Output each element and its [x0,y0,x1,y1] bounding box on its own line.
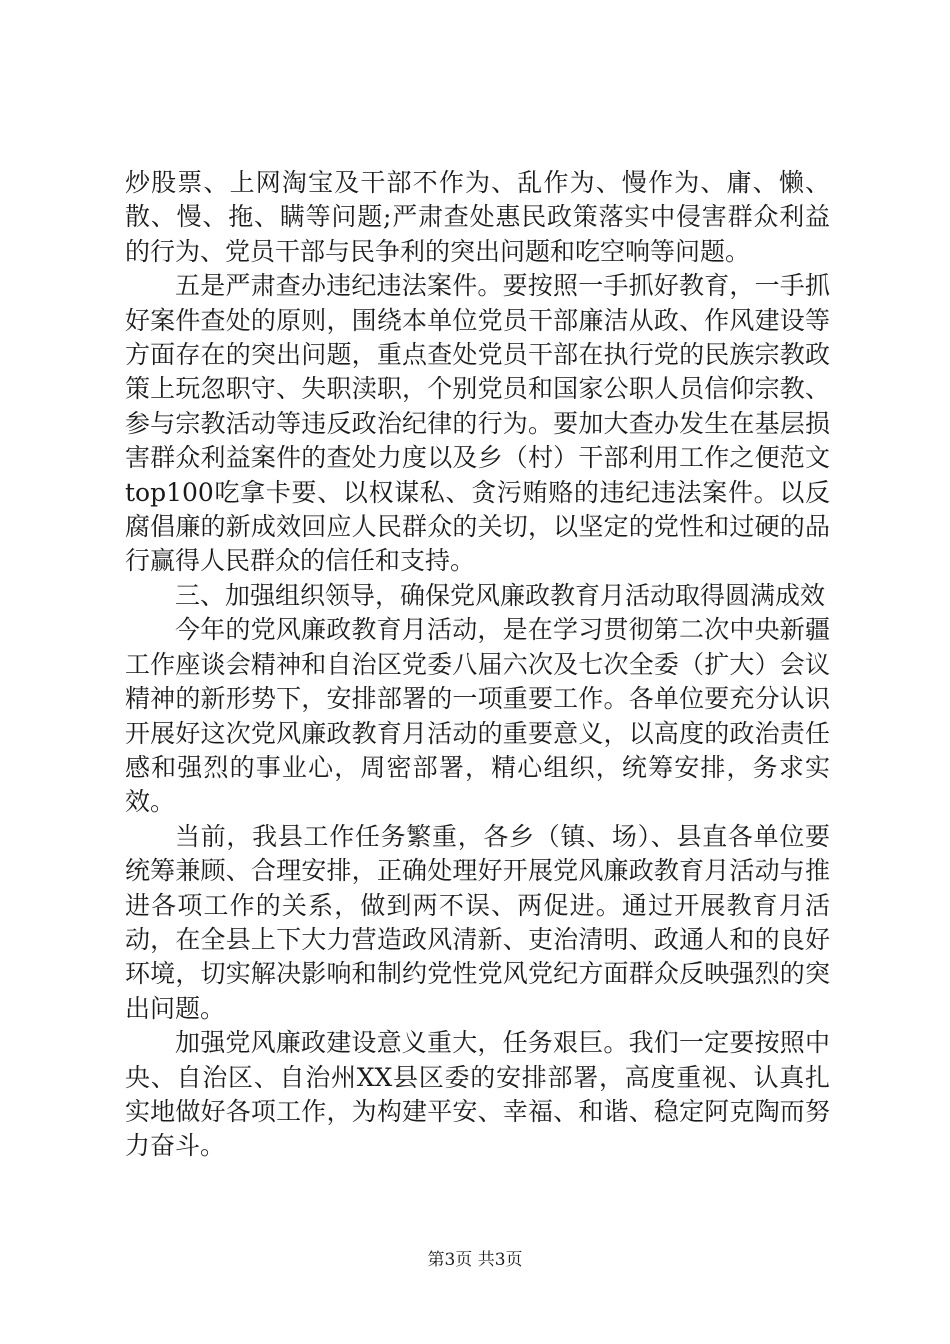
paragraph: 当前，我县工作任务繁重，各乡（镇、场）、县直各单位要统筹兼顾、合理安排，正确处理好开展党风廉政教育月活动与推进各项工作的关系，做到两不误、两促进。通过开展教育月活动，在全县上下大力营造政风清新、吏治清明、政通人和的良好环境，切实解决影响和制约党性党风党纪方面群众反映强烈的突出问题。 [125,821,830,1023]
section-heading-three: 三、加强组织领导，确保党风廉政教育月活动取得圆满成效 [175,580,826,610]
paragraph: 今年的党风廉政教育月活动，是在学习贯彻第二次中央新疆工作座谈会精神和自治区党委八届六次及七次全委（扩大）会议精神的新形势下，安排部署的一项重要工作。各单位要充分认识开展好这次党风廉政教育月活动的重要意义，以高度的政治责任感和强烈的事业心，周密部署，精心组织，统筹安排，务求实效。 [125,615,830,817]
paragraph-closing: 加强党风廉政建设意义重大，任务艰巨。我们一定要按照中央、自治区、自治州XX县区委的安排部署，高度重视、认真扎实地做好各项工作，为构建平安、幸福、和谐、稳定阿克陶而努力奋斗。 [125,1028,830,1161]
paragraph-item-five: 五是严肃查办违纪违法案件。要按照一手抓好教育，一手抓好案件查处的原则，围绕本单位党员干部廉洁从政、作风建设等方面存在的突出问题，重点查处党员干部在执行党的民族宗教政策上玩忽职守、失职渎职，个别党员和国家公职人员信仰宗教、参与宗教活动等违反政治纪律的行为。要加大查办发生在基层损害群众利益案件的查处力度以及乡（村）干部利用工作之便范文top100吃拿卡要、以权谋私、贪污贿赂的违纪违法案件。以反腐倡廉的新成效回应人民群众的关切，以坚定的党性和过硬的品行赢得人民群众的信任和支持。 [125,271,830,576]
paragraph-continued: 炒股票、上网淘宝及干部不作为、乱作为、慢作为、庸、懒、散、慢、拖、瞒等问题;严肃查处惠民政策落实中侵害群众利益的行为、党员干部与民争利的突出问题和吃空响等问题。 [125,168,830,266]
document-body [125,166,830,1164]
page-number-footer: 第3页 共3页 [427,1250,523,1270]
